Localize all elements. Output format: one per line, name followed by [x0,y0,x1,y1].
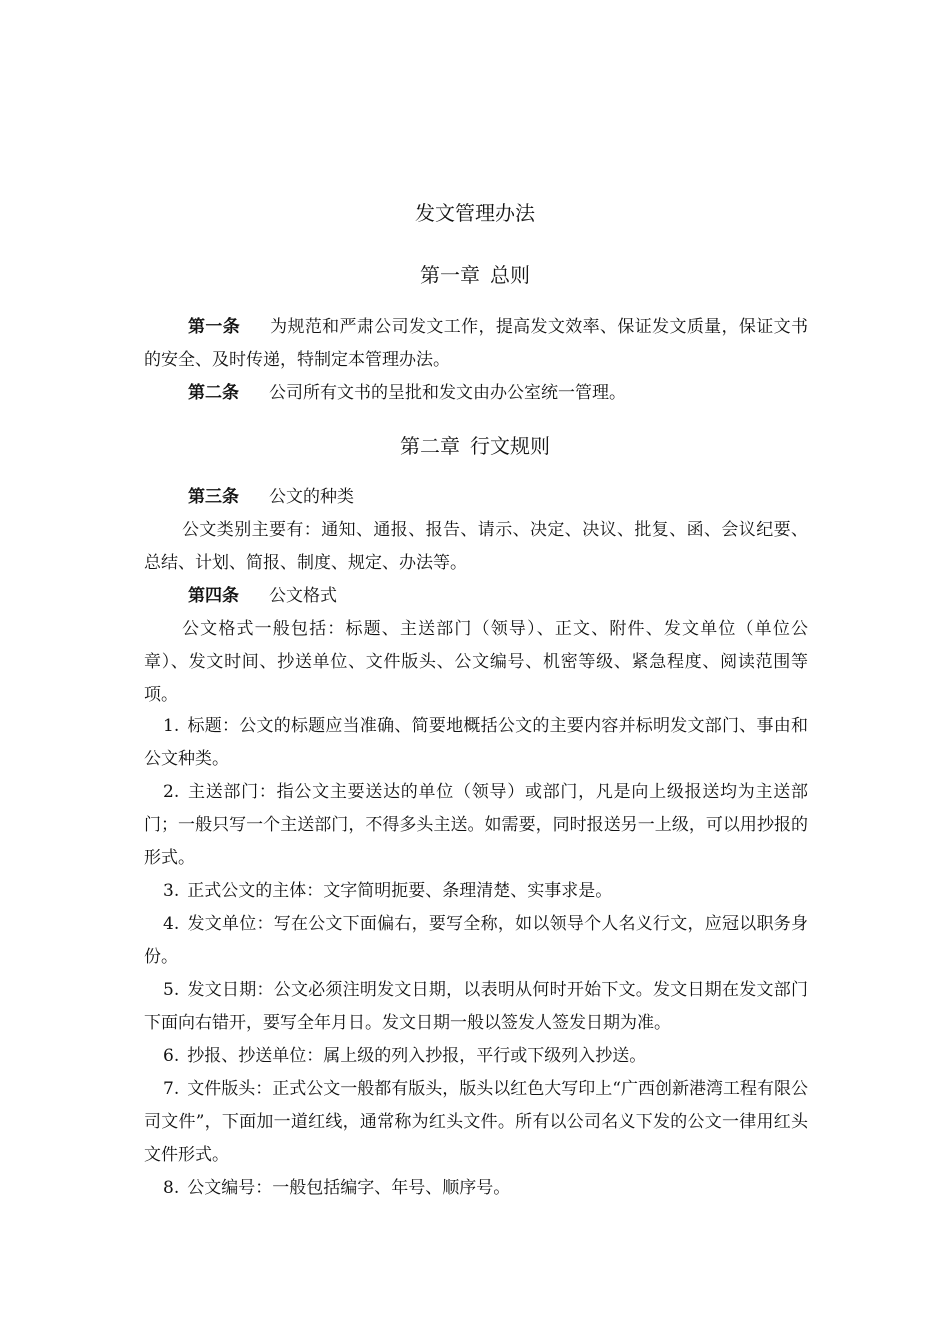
article-3-body: 公文类别主要有：通知、通报、报告、请示、决定、决议、批复、函、会议纪要、总结、计划、简报、制度、规定、办法等。 [144,520,808,573]
chapter-number: 第二章 [400,434,460,458]
list-item [144,776,808,875]
list-item-text: 抄报、抄送单位：属上级的列入抄报，平行或下级列入抄送。 [187,1046,647,1066]
list-item [144,1040,808,1073]
list-item-number: 5. [163,980,180,1000]
article-label: 第二条 [188,383,239,403]
list-item-number: 6. [163,1046,180,1066]
list-item-text: 发文日期：公文必须注明发文日期，以表明从何时开始下文。发文日期在发文部门下面向右错开，要写全年月日。发文日期一般以签发人签发日期为准。 [144,980,808,1033]
list-item-text: 文件版头：正式公文一般都有版头，版头以红色大写印上“广西创新港湾工程有限公司文件”，下面加一道红线，通常称为红头文件。所有以公司名义下发的公文一律用红头文件形式。 [144,1079,808,1165]
article-4-body: 公文格式一般包括：标题、主送部门（领导）、正文、附件、发文单位（单位公章）、发文时间、抄送单位、文件版头、公文编号、机密等级、紧急程度、阅读范围等项。 [144,619,808,705]
chapter-heading-2 [0,432,950,460]
article-3 [144,481,808,514]
list-item [144,875,808,908]
chapter-number: 第一章 [420,263,480,287]
list-item-number: 4. [163,914,180,934]
article-label: 第三条 [188,487,239,507]
list-item-number: 3. [163,881,180,901]
article-2 [144,377,808,410]
article-text: 公文的种类 [269,487,354,507]
list-item [144,1172,808,1205]
list-item [144,908,808,974]
list-item [144,1073,808,1172]
list-item-number: 8. [163,1178,180,1198]
list-item-text: 正式公文的主体：文字简明扼要、条理清楚、实事求是。 [187,881,613,901]
list-item-number: 1. [163,716,180,736]
list-item [144,974,808,1040]
article-1 [144,311,808,377]
article-label: 第四条 [188,586,239,606]
list-item-text: 标题：公文的标题应当准确、简要地概括公文的主要内容并标明发文部门、事由和公文种类。 [144,716,808,769]
article-text: 为规范和严肃公司发文工作，提高发文效率、保证发文质量，保证文书的安全、及时传递，特制定本管理办法。 [144,317,809,370]
list-item-number: 7. [163,1079,180,1099]
article-4 [144,580,808,613]
list-item-text: 发文单位：写在公文下面偏右，要写全称，如以领导个人名义行文，应冠以职务身份。 [144,914,808,967]
article-text: 公文格式 [269,586,337,606]
chapter-name: 总则 [490,263,530,287]
list-item-number: 2. [163,782,180,802]
list-item-text: 公文编号：一般包括编字、年号、顺序号。 [187,1178,511,1198]
chapter-heading-1 [0,261,950,289]
document-title: 发文管理办法 [415,201,535,225]
list-item-text: 主送部门：指公文主要送达的单位（领导）或部门，凡是向上级报送均为主送部门；一般只写一个主送部门，不得多头主送。如需要，同时报送另一上级，可以用抄报的形式。 [144,782,808,868]
article-label: 第一条 [188,317,241,337]
chapter-name: 行文规则 [470,434,550,458]
article-text: 公司所有文书的呈批和发文由办公室统一管理。 [269,383,626,403]
list-item [144,710,808,776]
